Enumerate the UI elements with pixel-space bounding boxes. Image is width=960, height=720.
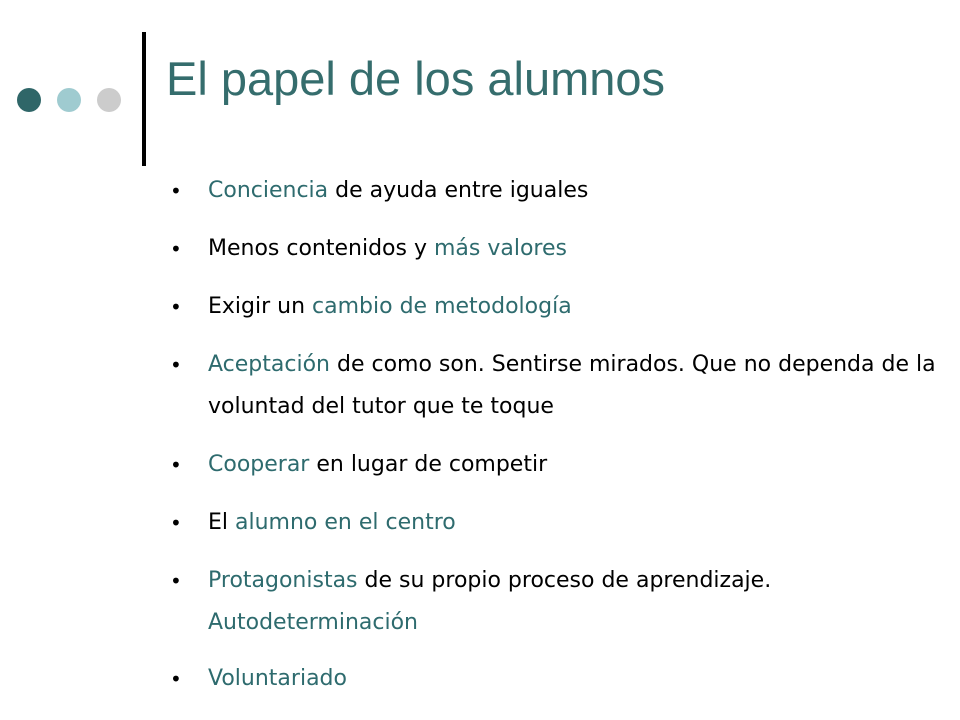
bullet-text-accent: Autodeterminación	[208, 610, 418, 635]
bullet-icon: •	[170, 353, 182, 377]
bullet-text	[208, 170, 940, 212]
bullet-text-accent: cambio de metodología	[312, 294, 572, 319]
slide-title: El papel de los alumnos	[166, 52, 666, 105]
bullet-text	[208, 560, 940, 644]
bullet-text-plain: en lugar de competir	[309, 452, 548, 477]
bullet-text-accent: Conciencia	[208, 178, 329, 203]
bullet-item	[170, 228, 940, 270]
bullet-text-plain: de su propio proceso de aprendizaje.	[357, 568, 772, 593]
bullet-icon: •	[170, 667, 182, 691]
bullet-item	[170, 286, 940, 328]
bullet-text	[208, 502, 940, 544]
bullet-text-accent: Cooperar	[208, 452, 310, 477]
bullet-text	[208, 286, 940, 328]
bullet-text	[208, 658, 940, 700]
bullet-icon: •	[170, 511, 182, 535]
bullet-icon: •	[170, 295, 182, 319]
bullet-text-accent: Aceptación	[208, 352, 330, 377]
bullet-text	[208, 228, 940, 270]
bullet-icon: •	[170, 179, 182, 203]
bullet-item	[170, 170, 940, 212]
bullet-text	[208, 444, 940, 486]
bullet-text-accent: Protagonistas	[208, 568, 358, 593]
bullet-text-plain: El	[208, 510, 236, 535]
bullet-text-accent: alumno en el centro	[235, 510, 456, 535]
bullet-item	[170, 344, 940, 428]
bullet-text-plain: de ayuda entre iguales	[328, 178, 589, 203]
bullet-item	[170, 502, 940, 544]
bullet-item	[170, 560, 940, 644]
bullet-text	[208, 344, 940, 428]
bullet-text-plain: Menos contenidos y	[208, 236, 434, 261]
bullet-text-plain: Exigir un	[208, 294, 313, 319]
bullet-icon: •	[170, 569, 182, 593]
bullet-text-plain: de como son. Sentirse mirados. Que no dependa de la voluntad del tutor que te toque	[208, 352, 936, 419]
bullet-item	[170, 658, 940, 700]
bullet-icon: •	[170, 453, 182, 477]
bullet-text-accent: más valores	[433, 236, 567, 261]
bullet-item	[170, 444, 940, 486]
bullet-icon: •	[170, 237, 182, 261]
bullet-text-accent: Voluntariado	[208, 666, 347, 691]
